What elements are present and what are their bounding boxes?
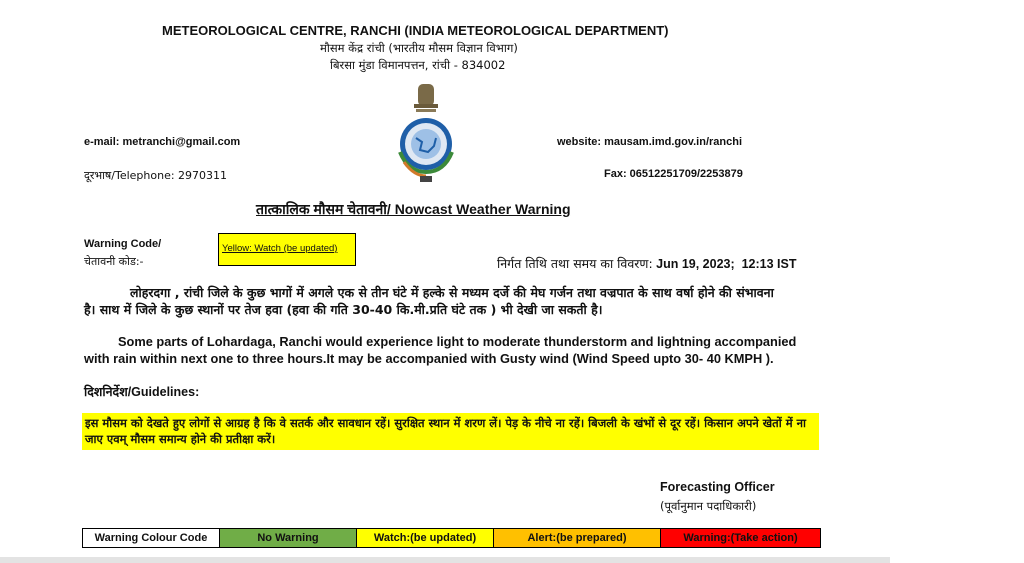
header-address: बिरसा मुंडा विमानपत्तन, रांची - 834002 [330, 58, 506, 72]
warning-text-hindi: लोहरदगा , रांची जिले के कुछ भागों में अगले एक से तीन घंटे में हल्के से मध्यम दर्जे की मेघ गर्जन तथा वज्रपात के साथ वर्षा होने की संभावना है। साथ में जिले के कुछ स्थानों पर तेज हवा (हवा की गति 30-40 कि.मी.प्रति घंटे तक ) भी देखी जा सकती है। [84, 285, 774, 317]
guidelines-heading: दिशनिर्देश/Guidelines: [84, 385, 200, 399]
email-text: e-mail: metranchi@gmail.com [84, 136, 241, 148]
telephone-text: दूरभाष/Telephone: 2970311 [84, 169, 228, 182]
forecasting-officer-en: Forecasting Officer [660, 480, 775, 494]
legend-cell-warning: Warning:(Take action) [661, 529, 820, 547]
warning-code-badge: Yellow: Watch (be updated) [218, 233, 356, 266]
issue-value: Jun 19, 2023; 12:13 IST [656, 257, 797, 271]
guidelines-text: इस मौसम को देखते हुए लोगों से आग्रह है कि वे सतर्क और सावधान रहें। सुरक्षित स्थान में शरण लें। पेड़ के नीचे ना रहें। बिजली के खंभों से दूर रहें। किसान अपने खेतों में ना जाए एवम् मौसम समान्य होने की प्रतीक्षा करें। [82, 413, 819, 450]
legend-cell-no-warning: No Warning [220, 529, 357, 547]
warning-code-label [84, 236, 161, 270]
issue-label: निर्गत तिथि तथा समय का विवरण: [497, 256, 653, 271]
forecasting-officer-hi: (पूर्वानुमान पदाधिकारी) [660, 499, 757, 513]
horizontal-scrollbar[interactable] [0, 557, 890, 563]
header-title-en: METEOROLOGICAL CENTRE, RANCHI (INDIA METEOROLOGICAL DEPARTMENT) [162, 23, 669, 38]
warning-text-english: Some parts of Lohardaga, Ranchi would experience light to moderate thunderstorm and lightning accompanied with rain within next one to three hours.It may be accompanied with Gusty wind (Wind Speed upto 30- 40 KMPH ). [84, 334, 797, 366]
legend-cell-colour-code: Warning Colour Code [83, 529, 220, 547]
header-title-hi: मौसम केंद्र रांची (भारतीय मौसम विज्ञान विभाग) [320, 41, 518, 55]
warning-code-label-hi: चेतावनी कोड:- [84, 255, 144, 268]
legend-cell-watch: Watch:(be updated) [357, 529, 494, 547]
warning-code-label-en: Warning Code/ [84, 238, 162, 250]
issue-datetime [497, 255, 797, 272]
website-text: website: mausam.imd.gov.in/ranchi [557, 136, 743, 148]
legend-cell-alert: Alert:(be prepared) [494, 529, 661, 547]
warning-colour-legend [82, 528, 821, 548]
imd-emblem-icon [398, 80, 454, 184]
fax-text: Fax: 06512251709/2253879 [604, 168, 743, 180]
page-title: तात्कालिक मौसम चेतावनी/ Nowcast Weather Warning [256, 201, 571, 217]
